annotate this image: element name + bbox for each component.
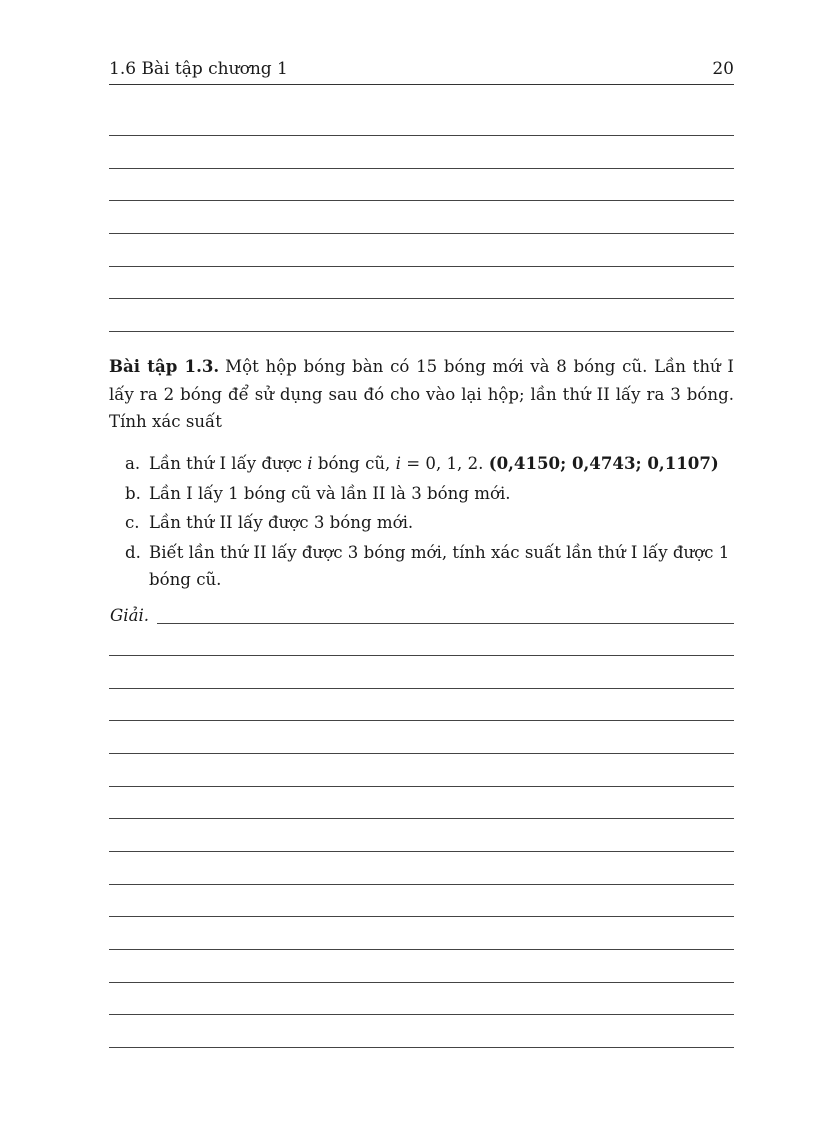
answer-line bbox=[109, 298, 734, 299]
exercise-items bbox=[109, 450, 734, 596]
answer-values: (0,4150; 0,4743; 0,1107) bbox=[488, 453, 719, 473]
exercise-statement bbox=[109, 353, 734, 436]
answer-line bbox=[109, 1047, 734, 1048]
answer-line bbox=[109, 720, 734, 721]
answer-line bbox=[109, 135, 734, 136]
exercise-text: Một hộp bóng bàn có 15 bóng mới và 8 bóng cũ. Lần thứ I lấy ra 2 bóng để sử dụng sau đó cho vào lại hộp; lần thứ II lấy ra 3 bóng. Tính xác suất bbox=[109, 357, 734, 431]
answer-line bbox=[109, 688, 734, 689]
answer-line bbox=[157, 623, 734, 624]
answer-line bbox=[109, 753, 734, 754]
answer-line bbox=[109, 1014, 734, 1015]
answer-line bbox=[109, 884, 734, 885]
item-label: c. bbox=[125, 513, 140, 532]
item-text: Lần I lấy 1 bóng cũ và lần II là 3 bóng mới. bbox=[149, 483, 511, 503]
exercise-item-a: a. Lần thứ I lấy được i bóng cũ, i = 0, 1, 2. (0,4150; 0,4743; 0,1107) bbox=[109, 450, 734, 478]
answer-line bbox=[109, 331, 734, 332]
item-text: Biết lần thứ II lấy được 3 bóng mới, tính xác suất lần thứ I lấy được 1 bóng cũ. bbox=[149, 542, 730, 589]
answer-line bbox=[109, 851, 734, 852]
item-label: a. bbox=[125, 454, 141, 473]
solution-label: Giải. bbox=[110, 606, 154, 625]
item-text: Lần thứ II lấy được 3 bóng mới. bbox=[149, 513, 414, 532]
answer-line bbox=[109, 786, 734, 787]
answer-line bbox=[109, 233, 734, 234]
solution-area bbox=[109, 606, 734, 626]
answer-line bbox=[109, 200, 734, 201]
math-variable: i bbox=[307, 454, 313, 473]
answer-line bbox=[109, 168, 734, 169]
answer-line bbox=[109, 982, 734, 983]
section-title: 1.6 Bài tập chương 1 bbox=[109, 59, 288, 79]
exercise-title: Bài tập 1.3. bbox=[109, 356, 220, 376]
item-label: b. bbox=[125, 483, 141, 503]
page-header bbox=[109, 58, 734, 85]
answer-line bbox=[109, 266, 734, 267]
page-number: 20 bbox=[712, 59, 734, 79]
answer-line bbox=[109, 818, 734, 819]
answer-line bbox=[109, 655, 734, 656]
item-label: d. bbox=[125, 542, 141, 562]
exercise-item-b bbox=[109, 480, 734, 508]
answer-line bbox=[109, 949, 734, 950]
exercise-item-c bbox=[109, 509, 734, 537]
exercise-item-d bbox=[109, 539, 734, 594]
answer-line bbox=[109, 916, 734, 917]
math-variable: i bbox=[395, 454, 401, 473]
